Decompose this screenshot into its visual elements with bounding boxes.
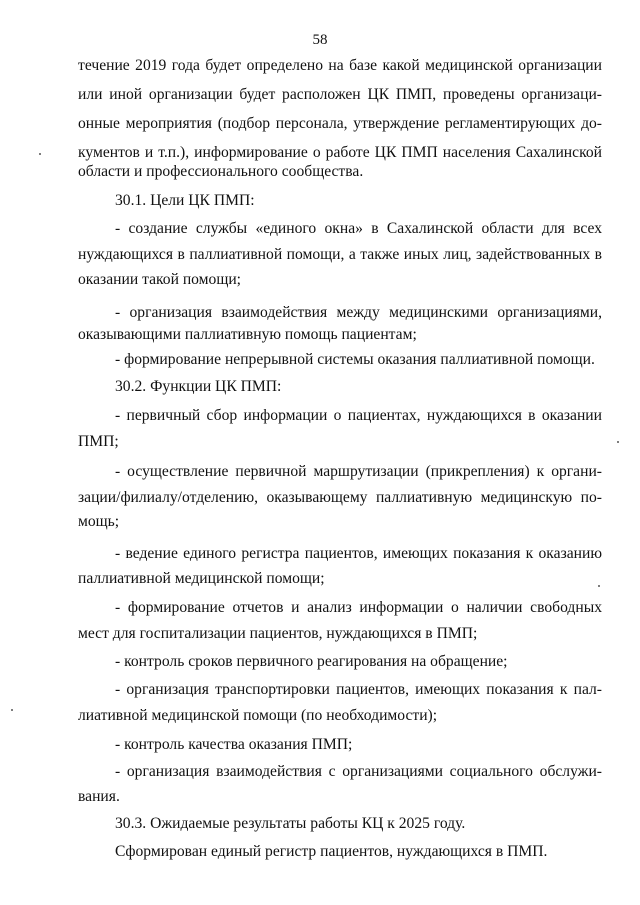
text-line: Сформирован единый регистр пациентов, нуждающихся в ПМП. — [115, 843, 548, 860]
text-line: - организация взаимодействия с организациями социального обслужи- — [115, 763, 602, 780]
text-line: оказании такой помощи; — [78, 271, 242, 288]
scan-speck — [39, 153, 41, 155]
text-line: - первичный сбор информации о пациентах, нуждающихся в оказании — [115, 407, 602, 424]
text-line: зации/филиалу/отделению, оказывающему паллиативную медицинскую по- — [78, 489, 602, 506]
text-line: области и профессионального сообщества. — [78, 163, 364, 180]
text-line: онные мероприятия (подбор персонала, утверждение регламентирующих до- — [78, 115, 602, 132]
text-line: вания. — [78, 788, 120, 805]
text-line: лиативной медицинской помощи (по необходимости); — [78, 707, 438, 724]
text-line: мест для госпитализации пациентов, нуждающихся в ПМП; — [78, 625, 478, 642]
text-line: - формирование непрерывной системы оказания паллиативной помощи. — [115, 351, 595, 368]
text-line: - организация транспортировки пациентов, имеющих показания к пал- — [115, 681, 602, 698]
text-line: кументов и т.п.), информирование о работе ЦК ПМП населения Сахалинской — [78, 144, 602, 161]
text-line: или иной организации будет расположен ЦК ПМП, проведены организаци- — [78, 86, 602, 103]
scan-speck — [11, 709, 13, 711]
text-line: паллиативной медицинской помощи; — [78, 570, 325, 587]
text-line: нуждающихся в паллиативной помощи, а также иных лиц, задействованных в — [78, 246, 602, 263]
section-heading: 30.3. Ожидаемые результаты работы КЦ к 2025 году. — [115, 815, 466, 832]
page-number: 58 — [312, 32, 328, 48]
section-heading: 30.2. Функции ЦК ПМП: — [115, 378, 282, 395]
text-line: - формирование отчетов и анализ информации о наличии свободных — [115, 599, 602, 616]
text-line: - контроль сроков первичного реагирования на обращение; — [115, 653, 508, 670]
text-line: мощь; — [78, 513, 120, 530]
text-line: - организация взаимодействия между медицинскими организациями, — [115, 304, 602, 321]
text-line: ПМП; — [78, 433, 119, 450]
scan-speck — [598, 585, 600, 587]
text-line: оказывающими паллиативную помощь пациентам; — [78, 326, 417, 343]
scan-speck — [617, 441, 619, 443]
text-line: - создание службы «единого окна» в Сахалинской области для всех — [115, 220, 602, 237]
text-line: течение 2019 года будет определено на базе какой медицинской организации — [78, 57, 602, 74]
text-line: - ведение единого регистра пациентов, имеющих показания к оказанию — [115, 545, 602, 562]
text-line: - контроль качества оказания ПМП; — [115, 736, 353, 753]
section-heading: 30.1. Цели ЦК ПМП: — [115, 192, 255, 209]
text-line: - осуществление первичной маршрутизации (прикрепления) к органи- — [115, 463, 602, 480]
